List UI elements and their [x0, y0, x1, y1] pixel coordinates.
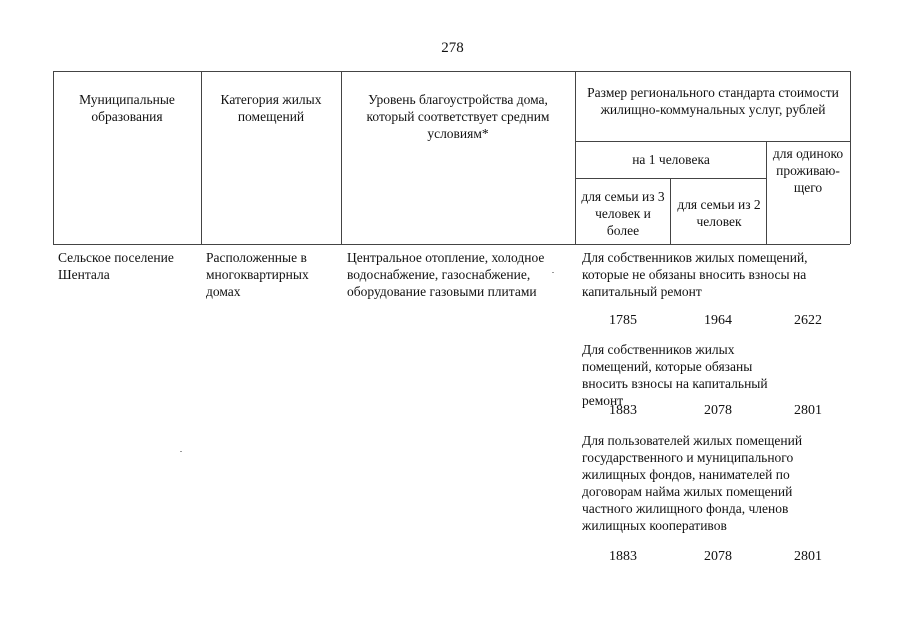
header-category: Категория жилых помещений [220, 92, 322, 124]
group-1-family2: 1964 [704, 313, 732, 328]
group-1-single: 2622 [794, 313, 822, 328]
header-family2: для семьи из 2 человек [677, 197, 761, 229]
group-1-family3: 1785 [609, 313, 637, 328]
row-level: Центральное отопление, холодное водоснабжение, газоснабжение, оборудование газовыми плитами [347, 250, 545, 299]
table-divider-col3 [575, 71, 576, 244]
scan-speck [552, 272, 554, 273]
group-3-family3: 1883 [609, 549, 637, 564]
group-2-label: Для собственников жилых помещений, которые обязаны вносить взносы на капитальный ремонт [582, 342, 768, 408]
table-divider-col5 [766, 141, 767, 244]
group-2-single: 2801 [794, 403, 822, 418]
page-number: 278 [441, 40, 464, 56]
header-single: для одиноко проживаю-щего [772, 146, 844, 195]
table-divider-col4 [670, 178, 671, 244]
group-2-family3: 1883 [609, 403, 637, 418]
table-border-header-bottom [53, 244, 850, 245]
table-divider-group [575, 141, 850, 142]
table-border-top [53, 71, 850, 72]
group-3-single: 2801 [794, 549, 822, 564]
header-size-group: Размер регионального стандарта стоимости жилищно-коммунальных услуг, рублей [587, 85, 839, 117]
row-municipality: Сельское поселение Шентала [58, 250, 174, 282]
row-category: Расположенные в многоквартирных домах [206, 250, 309, 299]
table-divider-col2 [341, 71, 342, 244]
table-border-right [850, 71, 851, 244]
table-divider-col1 [201, 71, 202, 244]
scan-speck [180, 451, 182, 452]
group-1-label: Для собственников жилых помещений, которые не обязаны вносить взносы на капитальный ремонт [582, 250, 808, 299]
header-municipality: Муниципальные образования [79, 92, 175, 124]
header-family3: для семьи из 3 человек и более [581, 189, 665, 238]
header-level: Уровень благоустройства дома, который соответствует средним условиям* [366, 92, 550, 141]
header-per-person: на 1 человека [632, 152, 710, 167]
group-3-label: Для пользователей жилых помещений государственного и муниципального жилищных фондов, нанимателей по договорам найма жилых помещений частного жилищного фонда, членов жилищных кооперативов [582, 433, 803, 533]
table-border-left [53, 71, 54, 244]
group-3-family2: 2078 [704, 549, 732, 564]
group-2-family2: 2078 [704, 403, 732, 418]
